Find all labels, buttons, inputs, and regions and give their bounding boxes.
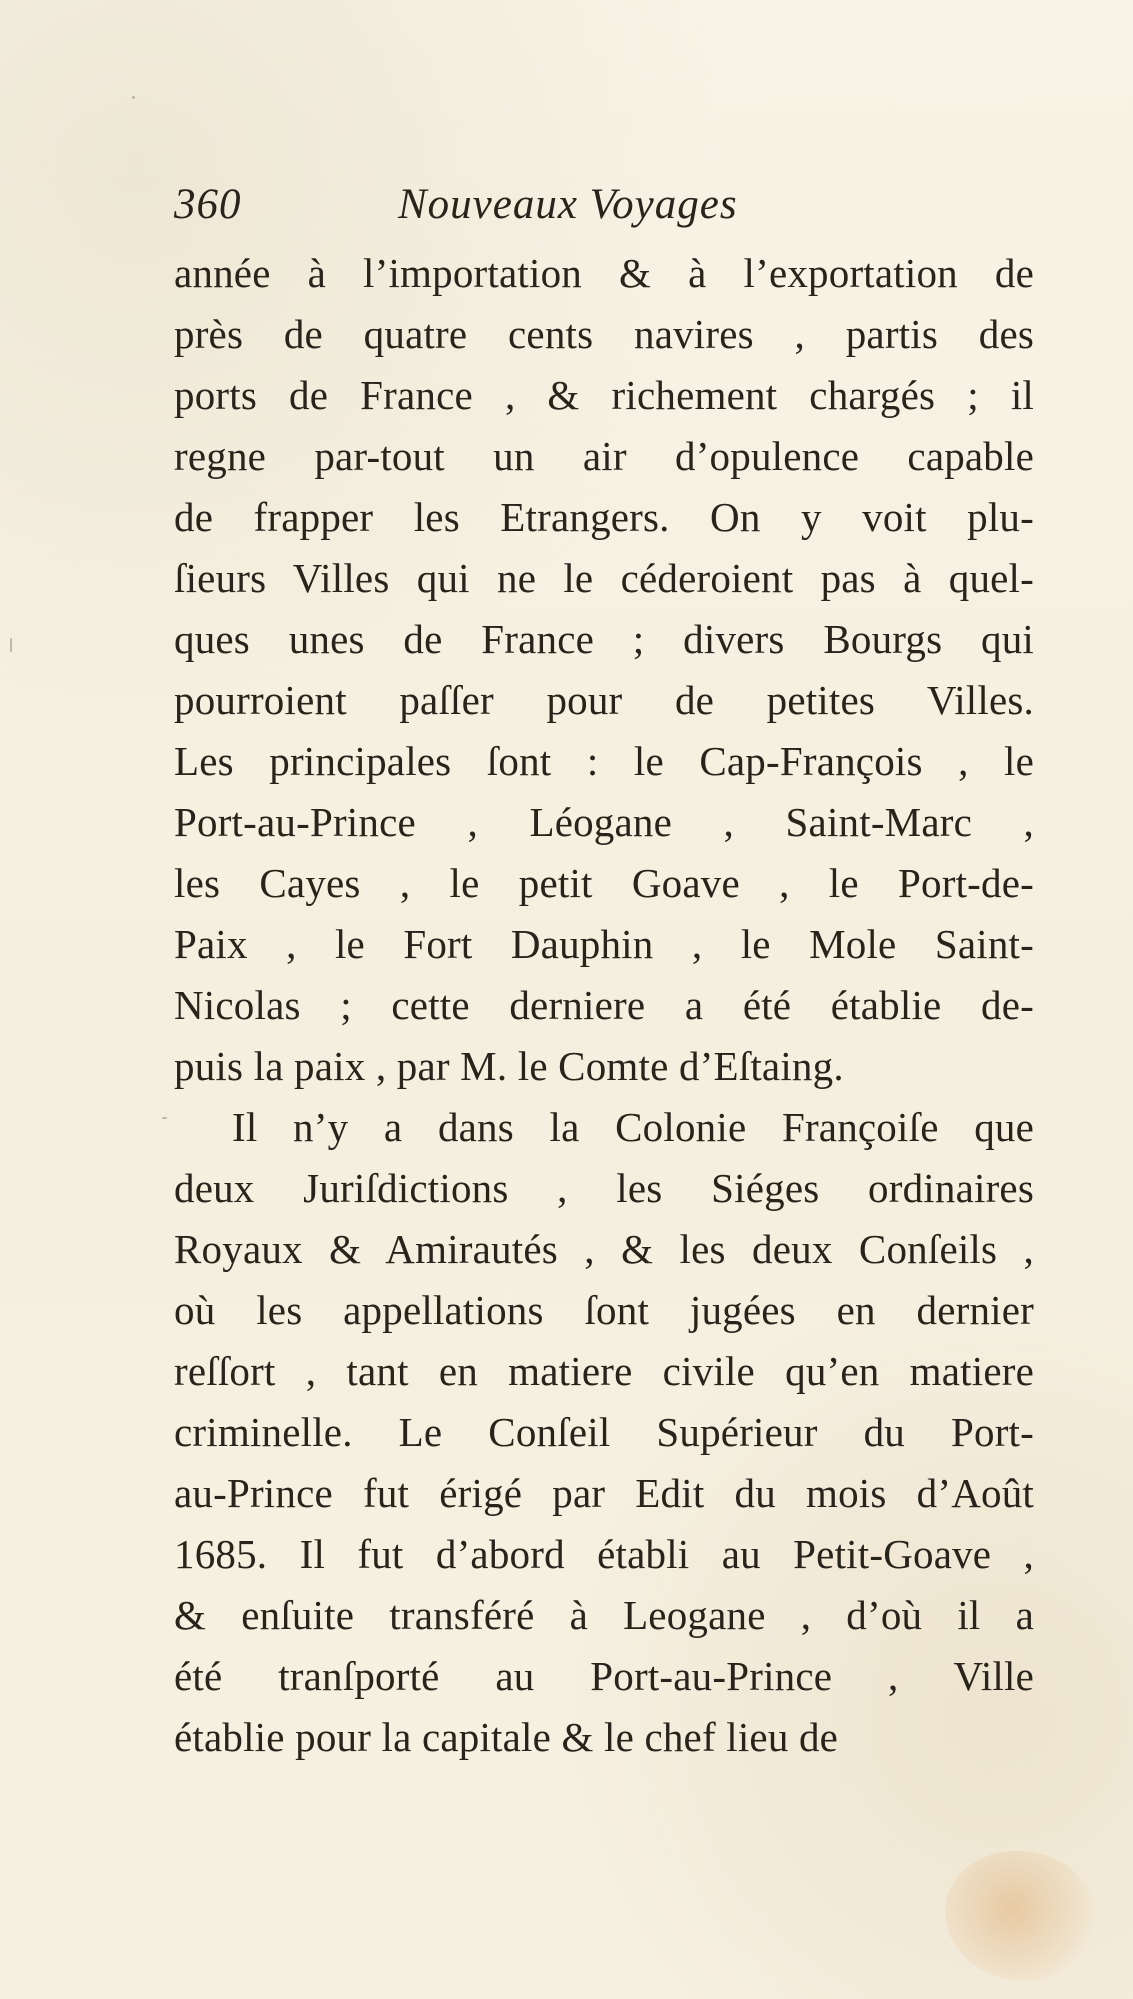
text-line: 1685. Il fut d’abord établi au Petit-Goave , (174, 1531, 1034, 1577)
text-line: regne par-tout un air d’opulence capable (174, 433, 1034, 479)
body-text (174, 243, 1034, 1768)
text-line: Paix , le Fort Dauphin , le Mole Saint- (174, 921, 1034, 967)
text-line: ques unes de France ; divers Bourgs qui (174, 616, 1034, 662)
text-line: Port-au-Prince , Léogane , Saint-Marc , (174, 799, 1034, 845)
text-line: ſieurs Villes qui ne le céderoient pas à quel- (174, 555, 1034, 601)
text-line: ports de France , & richement chargés ; il (174, 372, 1034, 418)
text-line: & enſuite transféré à Leogane , d’où il a (174, 1592, 1034, 1638)
text-line: année à l’importation & à l’exportation de (174, 250, 1034, 296)
text-line: établie pour la capitale & le chef lieu de (174, 1714, 839, 1760)
text-line: été tranſporté au Port-au-Prince , Ville (174, 1653, 1034, 1699)
text-line: criminelle. Le Conſeil Supérieur du Port- (174, 1409, 1034, 1455)
text-line: Il n’y a dans la Colonie Françoiſe que (232, 1104, 1034, 1150)
running-title: Nouveaux Voyages (398, 181, 738, 228)
text-line: les Cayes , le petit Goave , le Port-de- (174, 860, 1034, 906)
paper-speck (162, 1117, 167, 1119)
paper-stain (945, 1851, 1095, 1981)
text-line: Nicolas ; cette derniere a été établie de- (174, 982, 1034, 1028)
text-line: deux Juriſdictions , les Siéges ordinaires (174, 1165, 1034, 1211)
text-line: Les principales ſont : le Cap-François , le (174, 738, 1034, 784)
text-line: Royaux & Amirautés , & les deux Conſeils , (174, 1226, 1034, 1272)
paper-speck (132, 96, 135, 99)
paper-speck (10, 638, 12, 652)
page-header (174, 183, 1034, 245)
text-line: où les appellations ſont jugées en dernier (174, 1287, 1034, 1333)
text-line: puis la paix , par M. le Comte d’Eſtaing. (174, 1043, 844, 1089)
text-line: près de quatre cents navires , partis des (174, 311, 1034, 357)
text-line: de frapper les Etrangers. On y voit plu- (174, 494, 1034, 540)
text-line: au-Prince fut érigé par Edit du mois d’Août (174, 1470, 1034, 1516)
text-line: pourroient paſſer pour de petites Villes. (174, 677, 1034, 723)
page-number: 360 (174, 181, 242, 228)
text-line: reſſort , tant en matiere civile qu’en matiere (174, 1348, 1034, 1394)
